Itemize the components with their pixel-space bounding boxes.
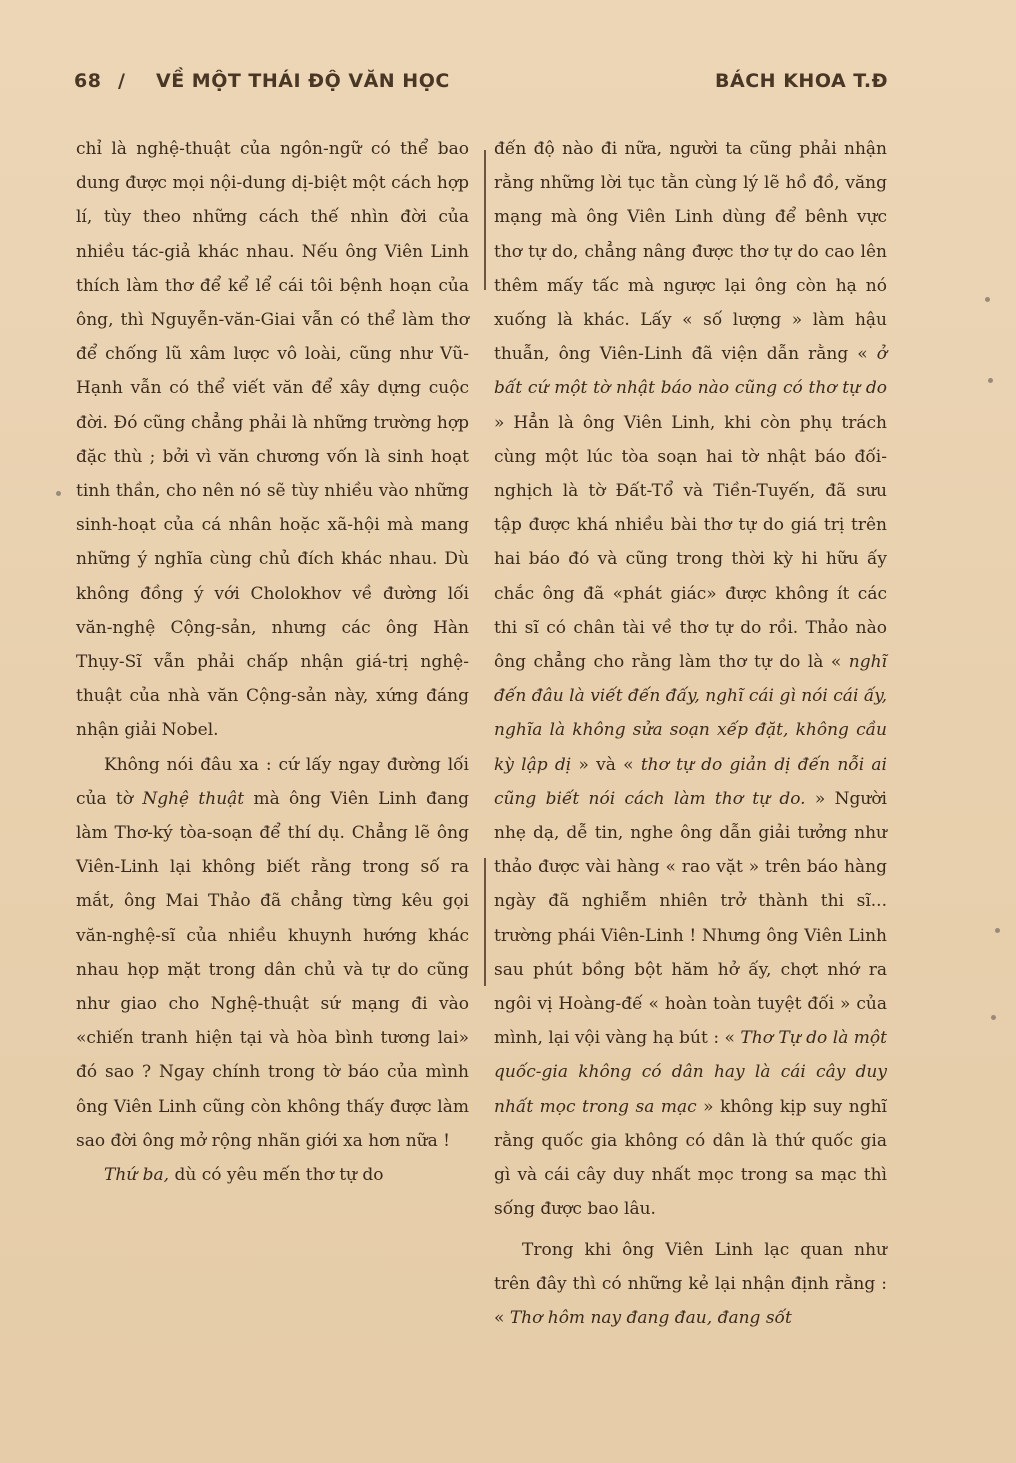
left-p2-text-b: mà ông Viên Linh đang làm Thơ-ký tòa-soạn để thí dụ. Chẳng lẽ ông Viên-Linh lại không biết rằng trong số ra mắt, ông Mai Thảo đã chẳng từng kêu gọi văn-nghệ-sĩ của nhiều khuynh hướng khác nhau họp mặt trong dân chủ và tự do cũng như giao cho Nghệ-thuật sứ mạng đi vào «chiến tranh hiện tại và hòa bình tương lai» đó sao ? Ngay chính trong tờ báo của mình ông Viên Linh cũng còn không thấy được làm sao đời ông mở rộng nhãn giới xa hơn nữa ! xyxy=(76,788,469,1151)
margin-dot-right-4 xyxy=(991,1015,996,1020)
right-p1-text-d: » Người nhẹ dạ, dễ tin, nghe ông dẫn giải tưởng như thảo được vài hàng « rao vặt » trên báo hàng ngày đã nghiễm nhiên trở thành thi sĩ... trường phái Viên-Linh ! Nhưng ông Viên Linh sau phút bồng bột hăm hở ấy, chợt nhớ ra ngôi vị Hoàng-đế « hoàn toàn tuyệt đối » của mình, lại vội vàng hạ bút : « xyxy=(494,788,887,1049)
right-p1-text-e: » không kịp suy nghĩ rằng quốc gia không có dân là thứ quốc gia gì và cái cây duy nhất mọc trong sa mạc thì sống được bao lâu. xyxy=(494,1096,887,1220)
left-paragraph-2 xyxy=(76,748,469,1158)
right-p1-emphasis-3: thơ tự do giản dị đến nỗi ai cũng biết nói cách làm thơ tự do. xyxy=(494,754,887,809)
margin-dot-left xyxy=(56,491,61,496)
right-p1-emphasis-2: nghĩ đến đâu là viết đến đấy, nghĩ cái gì nói cái ấy, nghĩa là không sửa soạn xếp đặt, không cầu kỳ lập dị xyxy=(494,652,887,775)
article-title: VỀ MỘT THÁI ĐỘ VĂN HỌC xyxy=(156,70,450,92)
margin-dot-right-2 xyxy=(988,378,993,383)
header-separator: / xyxy=(118,70,126,92)
right-p1-emphasis-4: Thơ Tự do là một quốc-gia không có dân hay là cái cây duy nhất mọc trong sa mạc xyxy=(494,1028,887,1117)
left-p3-emphasis: Thứ ba, xyxy=(104,1165,170,1186)
left-column xyxy=(76,132,469,1192)
page-header xyxy=(74,64,888,100)
left-paragraph-3 xyxy=(76,1158,469,1192)
magazine-name: BÁCH KHOA T.Đ xyxy=(715,70,888,92)
left-p2-text-a: Không nói đâu xa : cứ lấy ngay đường lối của tờ xyxy=(76,754,469,809)
margin-dot-right-3 xyxy=(995,928,1000,933)
left-paragraph-1: chỉ là nghệ-thuật của ngôn-ngữ có thể bao dung được mọi nội-dung dị-biệt một cách hợp lí, tùy theo những cách thế nhìn đời của nhiều tác-giả khác nhau. Nếu ông Viên Linh thích làm thơ để kể lể cái tôi bệnh hoạn của ông, thì Nguyễn-văn-Giai vẫn có thể làm thơ để chống lũ xâm lược vô loài, cũng như Vũ-Hạnh vẫn có thể viết văn để xây dựng cuộc đời. Đó cũng chẳng phải là những trường hợp đặc thù ; bởi vì văn chương vốn là sinh hoạt tinh thần, cho nên nó sẽ tùy nhiều vào những sinh-hoạt của cá nhân hoặc xã-hội mà mang những ý nghĩa cùng chủ đích khác nhau. Dù không đồng ý với Cholokhov về đường lối văn-nghệ Cộng-sản, nhưng các ông Hàn Thụy-Sĩ vẫn phải chấp nhận giá-trị nghệ-thuật của nhà văn Cộng-sản này, xứng đáng nhận giải Nobel. xyxy=(76,139,469,741)
left-p2-emphasis: Nghệ thuật xyxy=(142,788,245,809)
right-p1-emphasis-1: ở bất cứ một tờ nhật báo nào cũng có thơ tự do xyxy=(494,344,887,399)
right-p2-emphasis: Thơ hôm nay đang đau, đang sốt xyxy=(509,1307,792,1328)
right-paragraph-2 xyxy=(494,1233,887,1336)
right-p1-text-a: đến độ nào đi nữa, người ta cũng phải nhận rằng những lời tục tằn cùng lý lẽ hồ đồ, văng mạng mà ông Viên Linh dùng để bênh vực thơ tự do, chẳng nâng được thơ tự do cao lên thêm mấy tấc mà ngược lại ông còn hạ nó xuống là khác. Lấy « số lượng » làm hậu thuẫn, ông Viên-Linh đã viện dẫn rằng « xyxy=(494,139,887,365)
left-p3-text: dù có yêu mến thơ tự do xyxy=(169,1165,384,1186)
right-p2-text-a: Trong khi ông Viên Linh lạc quan như trên đây thì có những kẻ lại nhận định rằng : « xyxy=(494,1239,887,1328)
margin-dot-right-1 xyxy=(985,297,990,302)
right-paragraph-1 xyxy=(494,132,887,1227)
margin-mark-bottom xyxy=(484,858,486,986)
page-number: 68 xyxy=(74,70,102,92)
right-column xyxy=(494,132,887,1335)
margin-mark-top xyxy=(484,150,486,290)
right-p1-text-b: » Hẳn là ông Viên Linh, khi còn phụ trách cùng một lúc tòa soạn hai tờ nhật báo đối-nghịch là tờ Đất-Tổ và Tiền-Tuyến, đã sưu tập được khá nhiều bài thơ tự do giá trị trên hai báo đó và cũng trong thời kỳ hi hữu ấy chắc ông đã «phát giác» được không ít các thi sĩ có chân tài về thơ tự do rồi. Thảo nào ông chẳng cho rằng làm thơ tự do là « xyxy=(494,412,887,673)
right-p1-text-c: » và « xyxy=(571,754,641,775)
